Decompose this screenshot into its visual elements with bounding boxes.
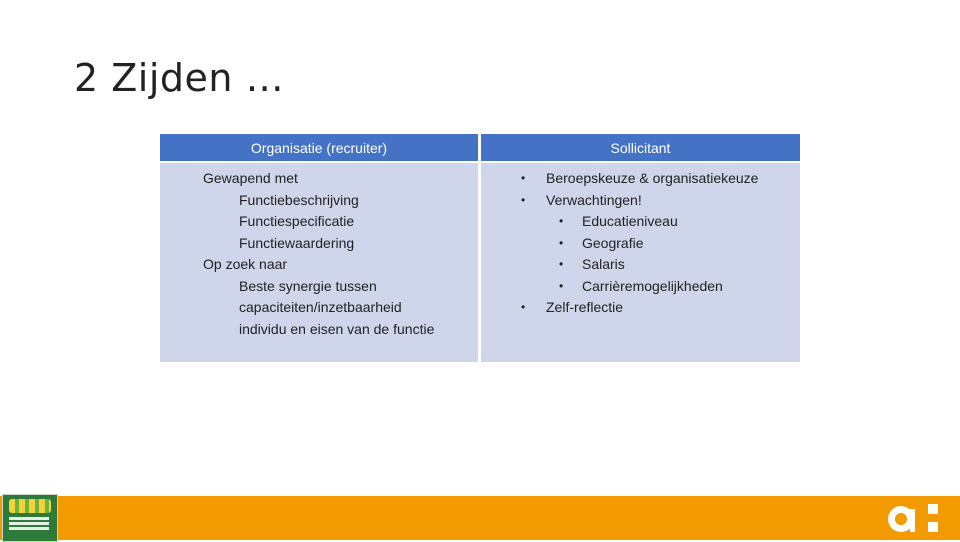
list-item: Functiespecificatie xyxy=(239,213,355,229)
bullet-icon: • xyxy=(559,278,564,293)
list-item: Beste synergie tussen xyxy=(239,277,377,294)
bullet-icon: • xyxy=(559,214,564,228)
cell-organisatie xyxy=(160,163,478,362)
bullet-icon: • xyxy=(521,171,526,185)
list-item: Gewapend met xyxy=(203,170,298,186)
bullet-icon: • xyxy=(521,300,526,314)
list-item: • Verwachtingen! xyxy=(481,190,800,212)
header-organisatie: Organisatie (recruiter) xyxy=(160,134,478,161)
list-item: Functiewaardering xyxy=(239,234,355,251)
list-item: • Carrièremogelijkheden xyxy=(481,276,800,298)
footer-bar xyxy=(0,496,960,540)
bullet-icon: • xyxy=(559,235,564,250)
list-item: • Beroepskeuze & organisatiekeuze xyxy=(481,168,800,190)
list-item: • Educatieniveau xyxy=(481,211,800,233)
list-item: • Salaris xyxy=(481,254,800,276)
organization-logo xyxy=(2,494,58,542)
header-sollicitant: Sollicitant xyxy=(481,134,800,161)
list-item: Functiebeschrijving xyxy=(239,191,359,208)
list-item: Op zoek naar xyxy=(203,256,288,272)
cell-sollicitant xyxy=(481,163,800,362)
list-item: capaciteiten/inzetbaarheid xyxy=(239,299,402,315)
bullet-icon: • xyxy=(521,192,526,207)
list-item: • Geografie xyxy=(481,233,800,255)
list-item: • Zelf-reflectie xyxy=(481,297,800,319)
bullet-icon: • xyxy=(559,257,564,271)
slide-title: 2 Zijden … xyxy=(74,56,285,100)
list-item: individu en eisen van de functie xyxy=(239,320,435,337)
comparison-table xyxy=(160,134,800,362)
brand-logo-icon xyxy=(884,500,946,536)
